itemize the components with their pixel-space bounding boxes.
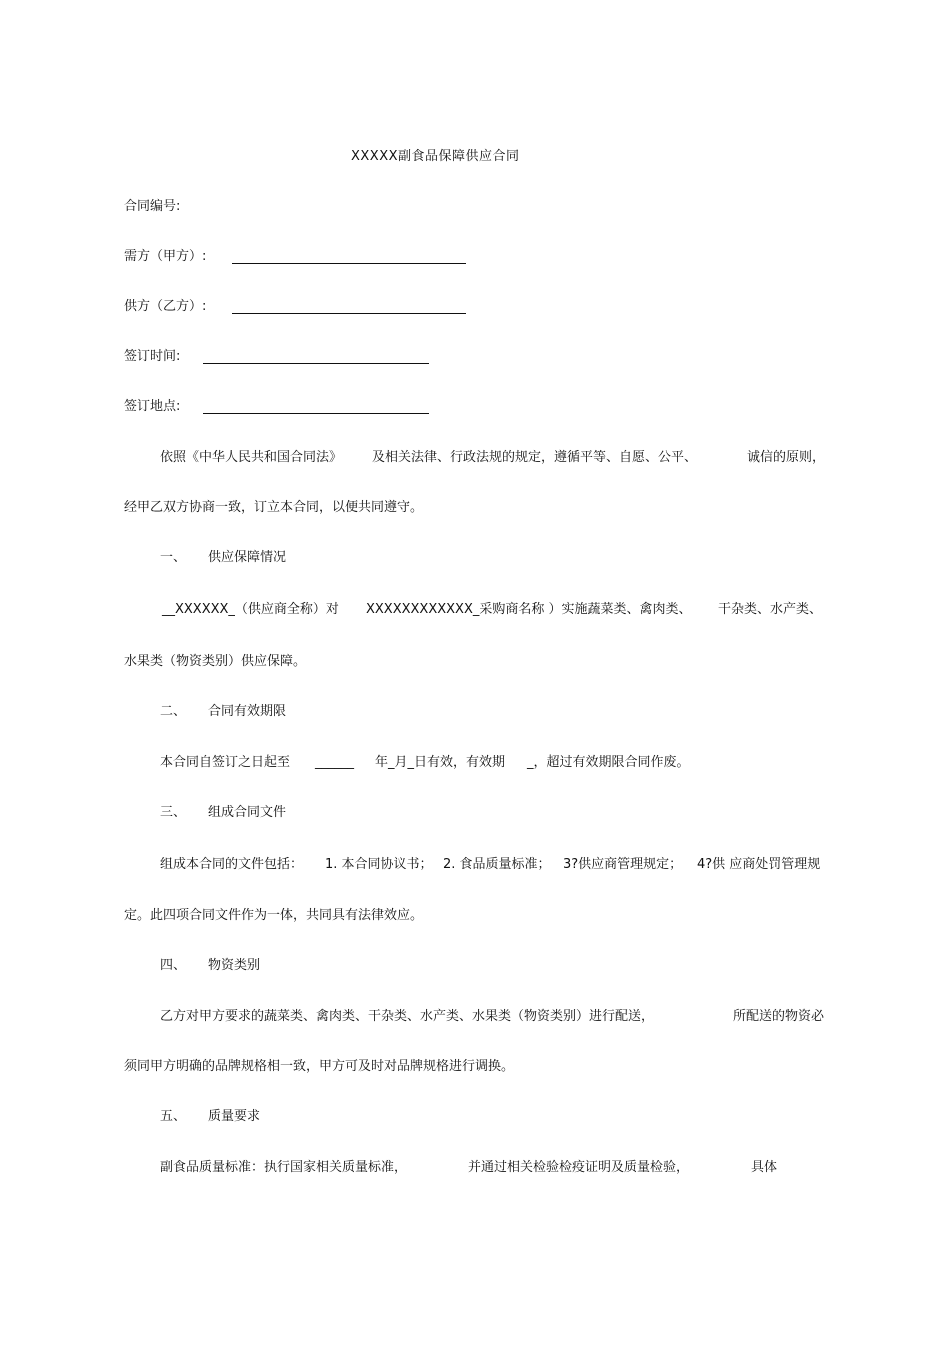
section-5-title: 质量要求 [208,1109,261,1124]
section-4-text-2: 须同甲方明确的品牌规格相一致，甲方可及时对品牌规格进行调换。 [124,1059,515,1074]
party-a-blank [232,251,466,264]
sign-time-label: 签订时间: [124,349,181,364]
section-4-text-a: 乙方对甲方要求的蔬菜类、禽肉类、干杂类、水产类、水果类（物资类别）进行配送， [160,1009,655,1024]
section-4-title: 物资类别 [208,958,261,973]
section-3-title: 组成合同文件 [208,805,287,820]
section-3-number: 三、 [160,805,187,820]
section-1-text-1c: 干杂类、水产类、 [718,602,823,617]
section-2-text-d: _，超过有效期限合同作废。 [527,755,690,770]
section-3-text-b: 1. 本合同协议书； [325,857,433,872]
section-3-text-c: 2. 食品质量标准； [443,857,551,872]
section-2-text-a: 本合同自签订之日起至 [160,755,291,770]
section-2-text-b: ______ [315,755,354,770]
section-3-text-e: 4?供 应商处罚管理规 [697,857,821,872]
section-3-text-2: 定。此四项合同文件作为一体，共同具有法律效应。 [124,908,424,923]
section-5-number: 五、 [160,1109,187,1124]
section-5-text-b: 并通过相关检验检疫证明及质量检验， [468,1160,690,1175]
sign-place-blank [203,401,429,414]
section-1-text-1b: XXXXXXXXXXXX_采购商名称 ）实施蔬菜类、禽肉类、 [366,602,692,617]
section-1-text-2: 水果类（物资类别）供应保障。 [124,654,307,669]
party-a-label: 需方（甲方）: [124,249,207,264]
section-2-text-c: 年_月_日有效，有效期 [375,755,506,770]
intro-text-2: 经甲乙双方协商一致，订立本合同，以便共同遵守。 [124,500,424,515]
intro-text-1c: 诚信的原则， [747,450,826,465]
section-2-title: 合同有效期限 [208,704,287,719]
intro-text-1a: 依照《中华人民共和国合同法》 [160,450,343,465]
intro-text-1b: 及相关法律、行政法规的规定，遵循平等、自愿、公平、 [372,450,698,465]
section-2-number: 二、 [160,704,187,719]
section-5-text-a: 副食品质量标准：执行国家相关质量标准， [160,1160,408,1175]
party-b-blank [232,301,466,314]
sign-place-label: 签订地点: [124,399,181,414]
section-1-title: 供应保障情况 [208,550,287,565]
section-3-text-a: 组成本合同的文件包括： [160,857,304,872]
contract-number-label: 合同编号: [124,199,181,214]
contract-title: XXXXX副食品保障供应合同 [351,149,520,164]
section-4-text-b: 所配送的物资必 [733,1009,825,1024]
sign-time-blank [203,351,429,364]
party-b-label: 供方（乙方）: [124,299,207,314]
section-1-number: 一、 [160,550,187,565]
section-5-text-c: 具体 [751,1160,778,1175]
section-4-number: 四、 [160,958,187,973]
section-1-text-1a: __XXXXXX_（供应商全称）对 [162,602,339,617]
section-3-text-d: 3?供应商管理规定； [563,857,683,872]
